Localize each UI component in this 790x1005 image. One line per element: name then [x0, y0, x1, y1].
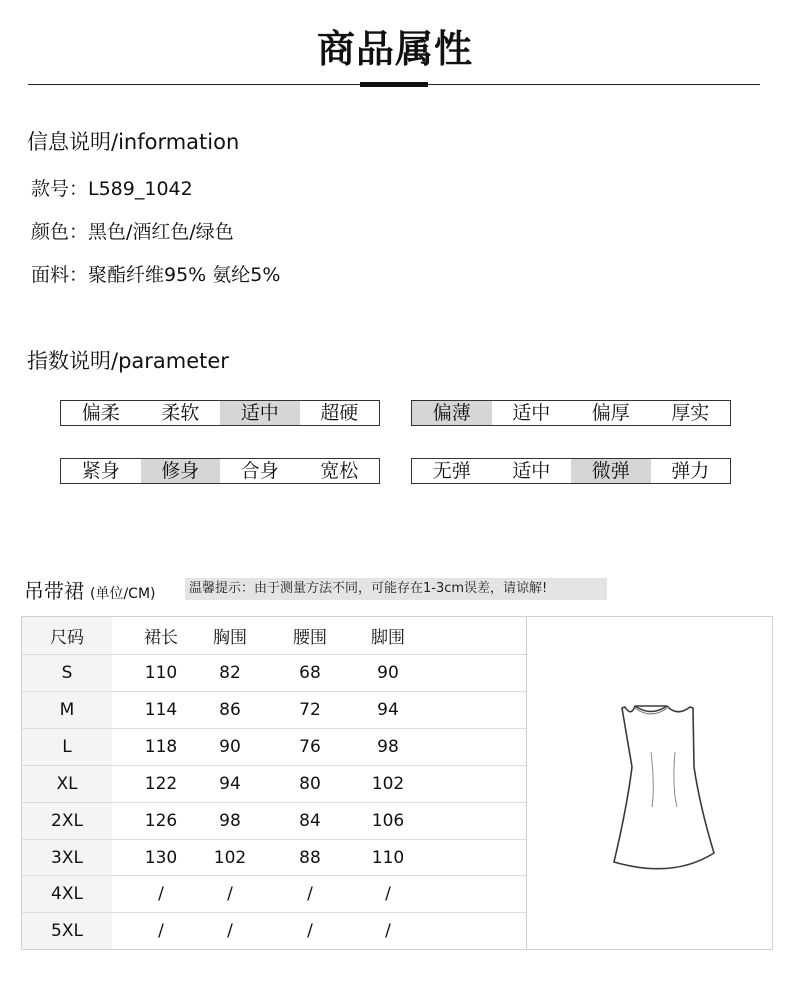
table-row — [22, 766, 526, 803]
table-cell: 80 — [299, 774, 321, 794]
size-cell: XL — [22, 766, 112, 802]
scale-option: 超硬 — [320, 402, 359, 424]
table-row — [22, 655, 526, 692]
parameter-heading: 指数说明/parameter — [27, 349, 229, 373]
table-cell: 110 — [371, 847, 405, 868]
table-cell: 106 — [371, 811, 405, 831]
table-cell: 98 — [377, 737, 399, 757]
scale-option: 适中 — [512, 460, 551, 482]
scale-option: 偏厚 — [591, 402, 630, 424]
table-row — [22, 913, 526, 949]
dress-sketch-icon — [527, 617, 771, 949]
table-cell: / — [227, 921, 233, 941]
scale-option: 无弹 — [432, 460, 471, 482]
table-cell: / — [227, 884, 233, 904]
scale-option-selected: 修身 — [141, 459, 221, 483]
table-header-row — [22, 617, 526, 655]
size-cell: L — [22, 729, 112, 765]
dress-sketch-panel — [527, 616, 773, 950]
table-cell: / — [307, 921, 313, 941]
size-chart-unit: (单位/CM) — [90, 586, 156, 602]
scale-option: 宽松 — [320, 460, 359, 482]
size-cell: 2XL — [22, 803, 112, 839]
size-chart-heading — [24, 575, 156, 604]
table-cell: / — [385, 921, 391, 941]
measurement-tip: 温馨提示：由于测量方法不同，可能存在1-3cm误差，请谅解! — [185, 578, 607, 600]
elasticity-scale — [411, 458, 731, 484]
scale-option: 偏柔 — [81, 402, 120, 424]
table-cell: 102 — [213, 847, 247, 868]
table-cell: 130 — [144, 847, 178, 868]
fit-scale — [60, 458, 380, 484]
scale-option-selected: 适中 — [220, 401, 300, 425]
table-cell: 126 — [144, 811, 178, 831]
table-cell: 68 — [299, 663, 321, 683]
table-cell: / — [307, 884, 313, 904]
table-cell: 86 — [219, 700, 241, 720]
scale-option: 合身 — [240, 460, 279, 482]
thickness-scale — [411, 400, 731, 426]
style-number: 款号：L589_1042 — [31, 178, 193, 200]
table-cell: 114 — [144, 700, 178, 720]
column-header: 胸围 — [213, 628, 247, 648]
table-cell: 122 — [144, 774, 178, 794]
column-header: 腰围 — [293, 628, 327, 648]
table-cell: / — [158, 884, 164, 904]
softness-scale — [60, 400, 380, 426]
page-title: 商品属性 — [316, 27, 473, 71]
table-cell: 94 — [377, 700, 399, 720]
column-header: 脚围 — [371, 628, 405, 648]
scale-option-selected: 偏薄 — [412, 401, 492, 425]
size-chart-title: 吊带裙 — [24, 579, 84, 603]
table-cell: 110 — [144, 663, 178, 683]
table-row — [22, 729, 526, 766]
table-cell: / — [385, 884, 391, 904]
scale-option: 弹力 — [671, 460, 710, 482]
scale-option: 适中 — [512, 402, 551, 424]
column-header: 尺码 — [22, 617, 112, 654]
scale-option: 柔软 — [161, 402, 200, 424]
table-cell: 90 — [219, 737, 241, 757]
title-accent-bar — [360, 82, 428, 87]
size-cell: M — [22, 692, 112, 728]
table-cell: / — [158, 921, 164, 941]
table-cell: 102 — [371, 774, 405, 794]
table-cell: 90 — [377, 663, 399, 683]
table-row — [22, 692, 526, 729]
table-cell: 72 — [299, 700, 321, 720]
scale-option: 厚实 — [671, 402, 710, 424]
table-row — [22, 803, 526, 840]
table-cell: 88 — [299, 847, 321, 868]
size-table — [21, 616, 527, 950]
scale-option-selected: 微弹 — [571, 459, 651, 483]
size-cell: S — [22, 655, 112, 691]
color-options: 颜色：黑色/酒红色/绿色 — [31, 221, 234, 243]
fabric-composition: 面料：聚酯纤维95% 氨纶5% — [31, 264, 281, 286]
size-cell: 5XL — [22, 913, 112, 949]
table-cell: 84 — [299, 811, 321, 831]
scale-option: 紧身 — [81, 460, 120, 482]
table-cell: 76 — [299, 737, 321, 757]
table-cell: 94 — [219, 774, 241, 794]
size-cell: 4XL — [22, 876, 112, 912]
size-cell: 3XL — [22, 840, 112, 875]
column-header: 裙长 — [144, 628, 178, 648]
table-cell: 82 — [219, 663, 241, 683]
information-heading: 信息说明/information — [27, 130, 240, 154]
table-cell: 98 — [219, 811, 241, 831]
table-row — [22, 840, 526, 876]
table-cell: 118 — [144, 737, 178, 757]
table-row — [22, 876, 526, 913]
